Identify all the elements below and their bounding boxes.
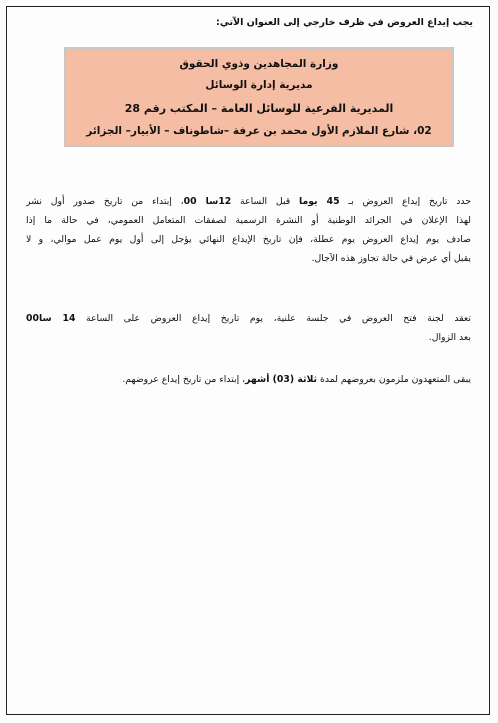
text-segment: يبقى المتعهدون ملزمون بعروضهم لمدة <box>317 374 471 385</box>
page-frame <box>6 6 490 715</box>
validity-period: ثلاثة (03) أشهر <box>245 374 317 385</box>
address-line-subdirectorate: المديرية الفرعية للوسائل العامة – المكتب رقم 28 <box>124 102 394 115</box>
text-segment: تعقد لجنة فتح العروض في جلسة علنية، يوم تاريخ إيداع العروض على الساعة <box>75 313 471 324</box>
address-box <box>64 47 454 147</box>
text-segment: ، إبتداء من تاريخ صدور أول نشر <box>26 196 184 207</box>
paragraph-line: بعد الزوال. <box>428 332 471 343</box>
paragraph-line <box>26 309 471 328</box>
deadline-paragraph <box>26 192 471 268</box>
deadline-hour: 12سا 00 <box>183 196 232 207</box>
address-line-street: 02، شارع الملازم الأول محمد بن عرفة –شاطوناف – الأبيار– الجزائر <box>86 125 432 137</box>
validity-paragraph <box>26 370 471 389</box>
paragraph-line <box>26 370 471 389</box>
address-line-ministry: وزارة المجاهدين وذوي الحقوق <box>179 58 339 70</box>
address-line-directorate: مديرية إدارة الوسائل <box>205 79 313 91</box>
document-page <box>7 7 489 714</box>
text-segment: حدد تاريخ إيداع العروض بـ <box>339 196 471 207</box>
paragraph-line: لهذا الإعلان في الجرائد الوطنية أو النشرة الرسمية لصفقات المتعامل العمومي، في حالة ما إذا <box>26 215 471 226</box>
intro-text: يجب إيداع العروض في ظرف خارجي إلى العنوان الآتي: <box>216 17 473 28</box>
text-segment: قبل الساعة <box>231 196 299 207</box>
deadline-days: 45 يوما <box>298 196 340 207</box>
text-segment: ، إبتداء من تاريخ إيداع عروضهم. <box>122 374 246 385</box>
paragraph-line <box>26 192 471 211</box>
opening-hour: 14 سا00 <box>26 313 76 324</box>
paragraph-line: يقبل أي عرض في حالة تجاوز هذه الآجال. <box>311 253 471 264</box>
paragraph-line: صادف يوم إيداع العروض يوم عطلة، فإن تاريخ الإيداع النهائي يؤجل إلى أول يوم عمل موالي، و لا <box>26 234 471 245</box>
opening-session-paragraph <box>26 309 471 347</box>
